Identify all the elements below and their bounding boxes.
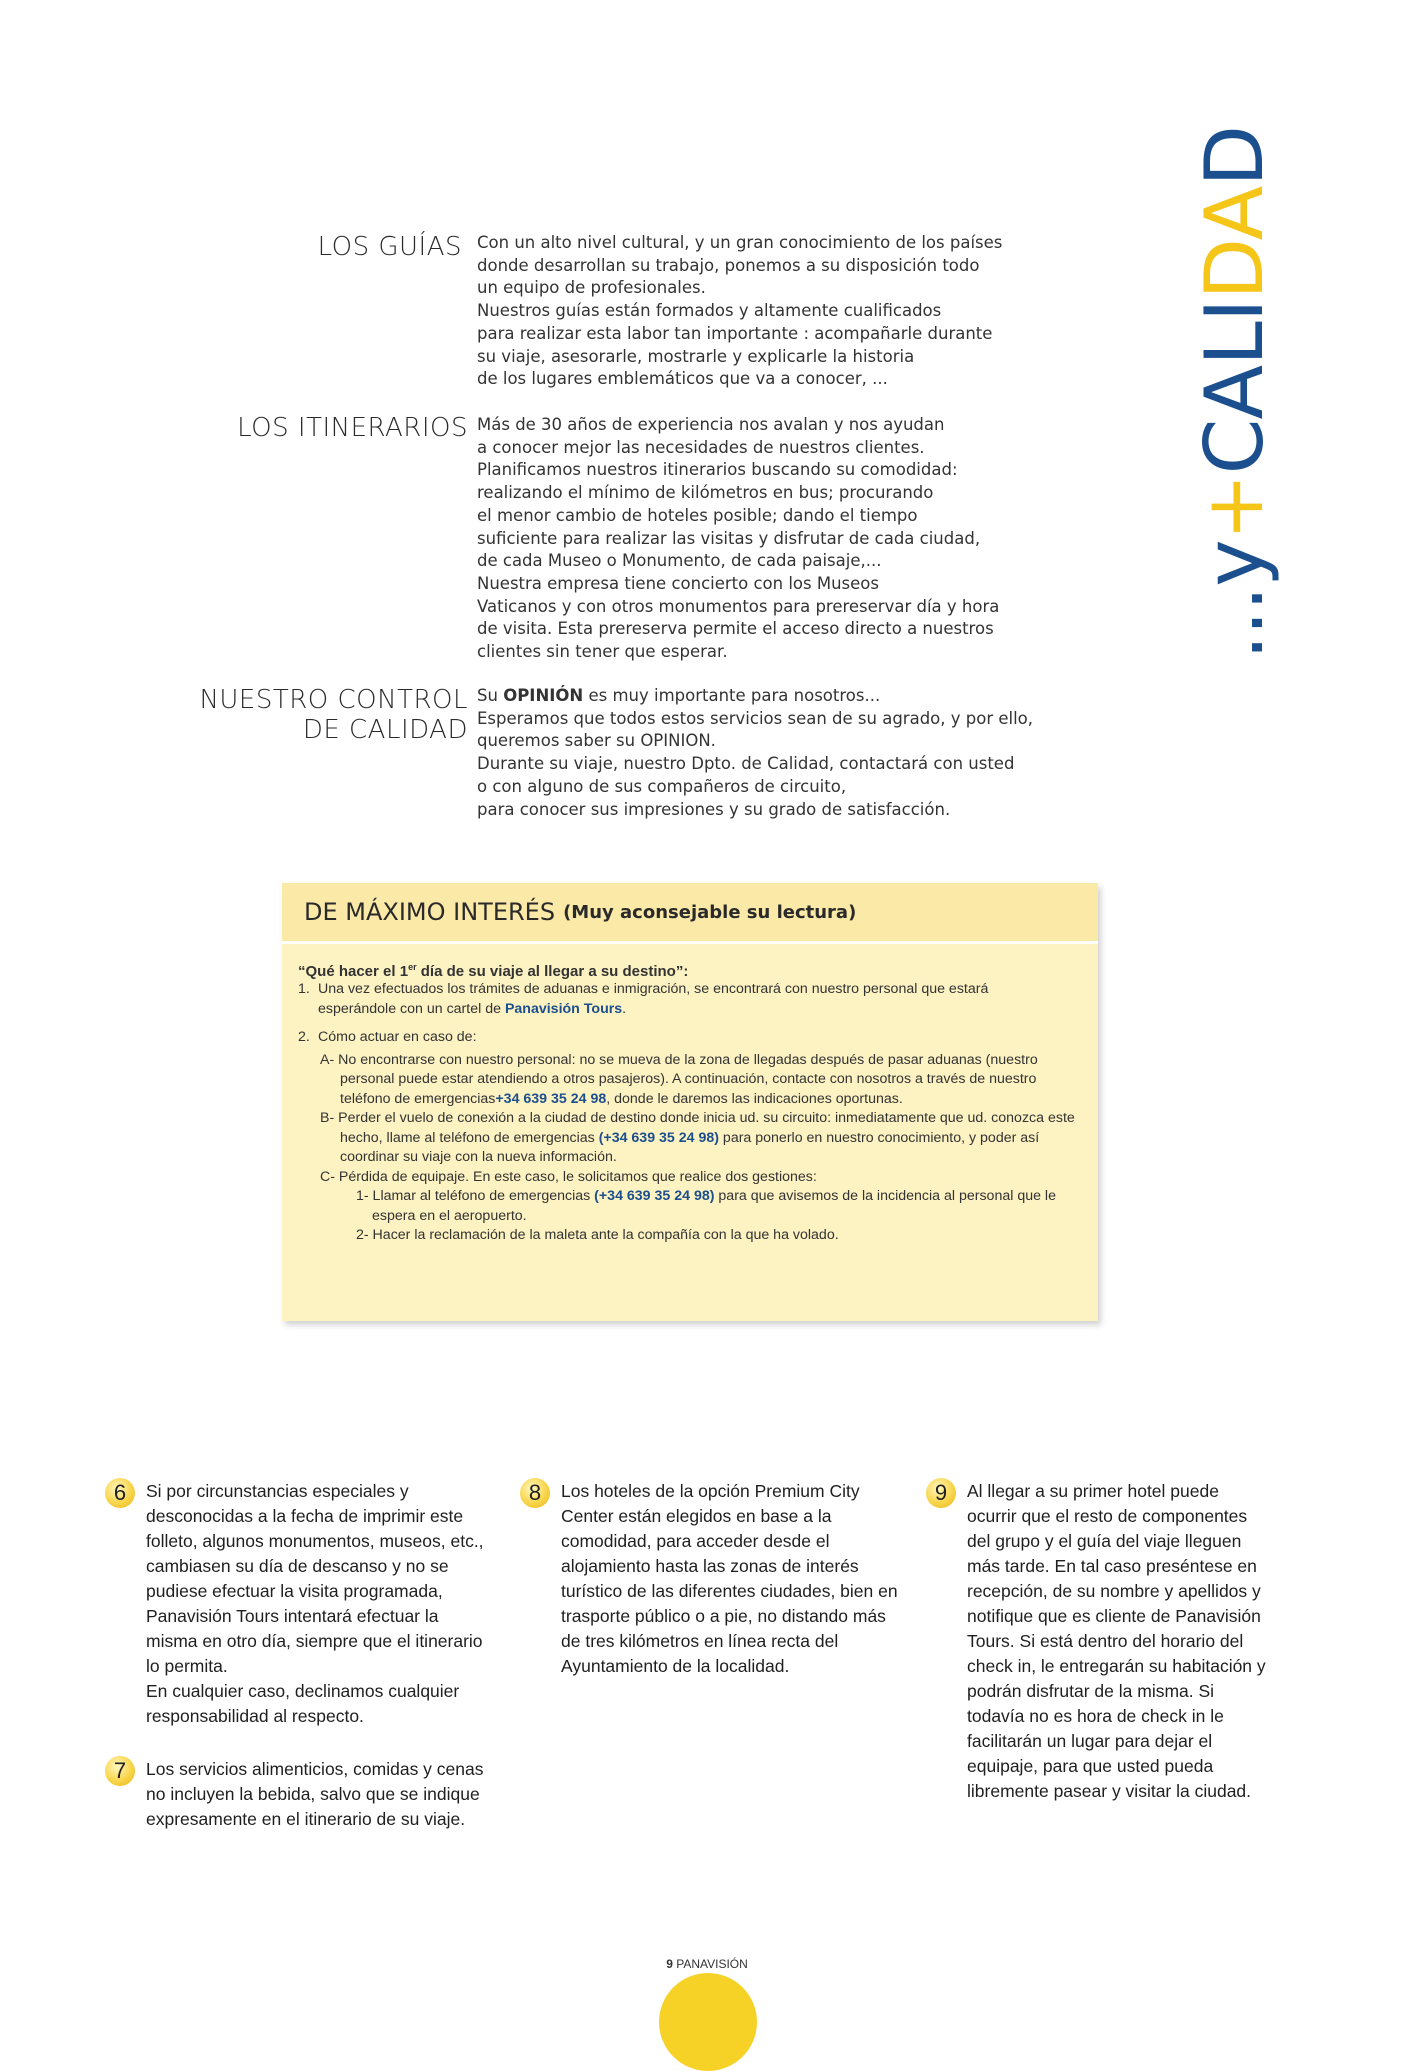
text-line: un equipo de profesionales. <box>477 278 706 298</box>
note-8 <box>561 1479 901 1679</box>
text-line: para realizar esta labor tan importante : acompañarle durante <box>477 323 993 343</box>
info-item-2: 2. Cómo actuar en caso de: <box>298 1029 477 1045</box>
text-line: realizando el mínimo de kilómetros en bus; procurando <box>477 483 934 503</box>
heading-line: DE CALIDAD <box>302 715 468 745</box>
text-control-calidad <box>477 685 1047 821</box>
heading-los-itinerarios <box>68 413 468 443</box>
info-item-2c: C- Pérdida de equipaje. En este caso, le solicitamos que realice dos gestiones: <box>320 1168 817 1185</box>
text-line: Con un alto nivel cultural, y un gran conocimiento de los países <box>477 233 1003 252</box>
heading-line: LOS ITINERARIOS <box>237 413 468 443</box>
vertical-title <box>1180 126 1290 660</box>
text-line: clientes sin tener que esperar. <box>477 642 728 662</box>
note-text: Los hoteles de la opción Premium City Center están elegidos en base a la comodidad, para acceder desde el alojamiento hasta las zonas de interés turístico de las diferentes ciudades, bien en trasporte público o a pie, no distando más de tres kilómetros en línea recta del Ayuntamiento de la localidad. <box>561 1481 898 1676</box>
dotted-divider <box>3 1399 1243 1405</box>
note-badge-7: 7 <box>105 1756 135 1786</box>
text-line: Nuestra empresa tiene concierto con los Museos <box>477 573 879 593</box>
info-item-2c-2: 2- Hacer la reclamación de la maleta ante la compañía con la que ha volado. <box>356 1227 839 1243</box>
text-line: a conocer mejor las necesidades de nuestros clientes. <box>477 437 925 457</box>
title-plus: + <box>1188 474 1281 541</box>
info-item-1-cont: esperándole con un cartel de Panavisión Tours. <box>318 1000 627 1017</box>
text-los-itinerarios <box>477 414 1047 664</box>
note-7 <box>146 1757 486 1832</box>
text-line: Planificamos nuestros itinerarios buscando su comodidad: <box>477 460 958 480</box>
text-line: Vaticanos y con otros monumentos para prereservar día y hora <box>477 596 1000 616</box>
note-text: En cualquier caso, declinamos cualquier responsabilidad al respecto. <box>146 1681 460 1726</box>
title-d: D <box>1188 126 1281 187</box>
info-box-header <box>282 883 1098 944</box>
text-line: de cada Museo o Monumento, de cada paisaje,... <box>477 551 882 571</box>
text-line: Durante su viaje, nuestro Dpto. de Calidad, contactará con usted <box>477 754 1015 774</box>
heading-line: NUESTRO CONTROL <box>199 685 468 715</box>
text-line: de visita. Esta prereserva permite el acceso directo a nuestros <box>477 619 994 639</box>
title-dots: ...y <box>1188 540 1281 660</box>
text-line: Nuestros guías están formados y altamente cualificados <box>477 301 942 321</box>
text-line: queremos saber su OPINION. <box>477 731 716 751</box>
note-badge-6: 6 <box>105 1478 135 1508</box>
text-line: su viaje, asesorarle, mostrarle y explicarle la historia <box>477 346 915 366</box>
info-box-subtitle: (Muy aconsejable su lectura) <box>563 901 857 923</box>
dotted-divider <box>3 1419 1243 1425</box>
note-text: Si por circunstancias especiales y desconocidas a la fecha de imprimir este folleto, algunos monumentos, museos, etc., cambiasen su día de descanso y no se pudiese efectuar la visita programada, Panavisión Tours intentará efectuar la misma en otro día, siempre que el itinerario lo permita. <box>146 1481 484 1676</box>
heading-los-guias <box>62 232 462 262</box>
text-line: Su OPINIÓN es muy importante para nosotros... <box>477 686 881 705</box>
note-text: Al llegar a su primer hotel puede ocurrir que el resto de componentes del grupo y el guía del viaje lleguen más tarde. En tal caso preséntese en recepción, de su nombre y apellidos y notifique que es cliente de Panavisión Tours. Si está dentro del horario del check in, le entregarán su habitación y podrán disfrutar de la misma. Si todavía no es hora de check in le facilitarán un lugar para dejar el equipaje, para que usted pueda libremente pasear y visitar la ciudad. <box>967 1481 1266 1801</box>
info-item-2a: A- No encontrarse con nuestro personal: no se mueva de la zona de llegadas después de pasar aduanas (nuestro personal puede estar atendiendo a otros pasajeros). A continuación, contacte con nosotros a través de nuestro teléfono de emergencias+34 639 35 24 98, donde le daremos las indicaciones oportunas. <box>320 1051 1038 1107</box>
info-item-1: 1. Una vez efectuados los trámites de aduanas e inmigración, se encontrará con nuestro personal que estará <box>298 981 989 997</box>
info-item-2b: B- Perder el vuelo de conexión a la ciudad de destino donde inicia ud. su circuito: inmediatamente que ud. conozca este hecho, llame al teléfono de emergencias (+34 639 35 24 98) para ponerlo en nuestro conocimiento, y poder así coordinar su viaje con la nueva información. <box>320 1110 1075 1165</box>
info-question: “Qué hacer el 1er día de su viaje al llegar a su destino”: <box>298 962 689 980</box>
page-number: 9 <box>666 1957 673 1971</box>
heading-control-calidad <box>68 685 468 745</box>
text-line: Más de 30 años de experiencia nos avalan y nos ayudan <box>477 415 945 434</box>
text-line: para conocer sus impresiones y su grado de satisfacción. <box>477 799 951 819</box>
text-line: donde desarrollan su trabajo, ponemos a su disposición todo <box>477 255 980 275</box>
page-footer <box>0 1957 1414 1971</box>
text-line: o con alguno de sus compañeros de circuito, <box>477 776 847 796</box>
text-line: suficiente para realizar las visitas y disfrutar de cada ciudad, <box>477 528 981 548</box>
note-text: Los servicios alimenticios, comidas y cenas no incluyen la bebida, salvo que se indique expresamente en el itinerario de su viaje. <box>146 1759 484 1829</box>
footer-brand: PANAVISIÓN <box>676 1957 748 1971</box>
text-line: de los lugares emblemáticos que va a conocer, ... <box>477 369 888 389</box>
text-line: el menor cambio de hoteles posible; dando el tiempo <box>477 505 918 525</box>
info-box <box>282 883 1098 1321</box>
title-cali: CALI <box>1188 299 1281 475</box>
footer-decoration <box>659 1973 757 2071</box>
note-badge-9: 9 <box>926 1478 956 1508</box>
info-item-2c-1: 1- Llamar al teléfono de emergencias (+34 639 35 24 98) para que avisemos de la incidencia al personal que le espera en el aeropuerto. <box>356 1188 1056 1224</box>
text-line: Esperamos que todos estos servicios sean de su agrado, y por ello, <box>477 708 1034 728</box>
info-box-body <box>282 944 1098 1246</box>
text-los-guias <box>477 232 1047 391</box>
note-6 <box>146 1479 486 1729</box>
note-9 <box>967 1479 1267 1804</box>
note-badge-8: 8 <box>520 1478 550 1508</box>
title-da: DA <box>1188 186 1281 300</box>
heading-line: LOS GUÍAS <box>317 232 462 262</box>
info-box-title: DE MÁXIMO INTERÉS <box>304 898 556 926</box>
